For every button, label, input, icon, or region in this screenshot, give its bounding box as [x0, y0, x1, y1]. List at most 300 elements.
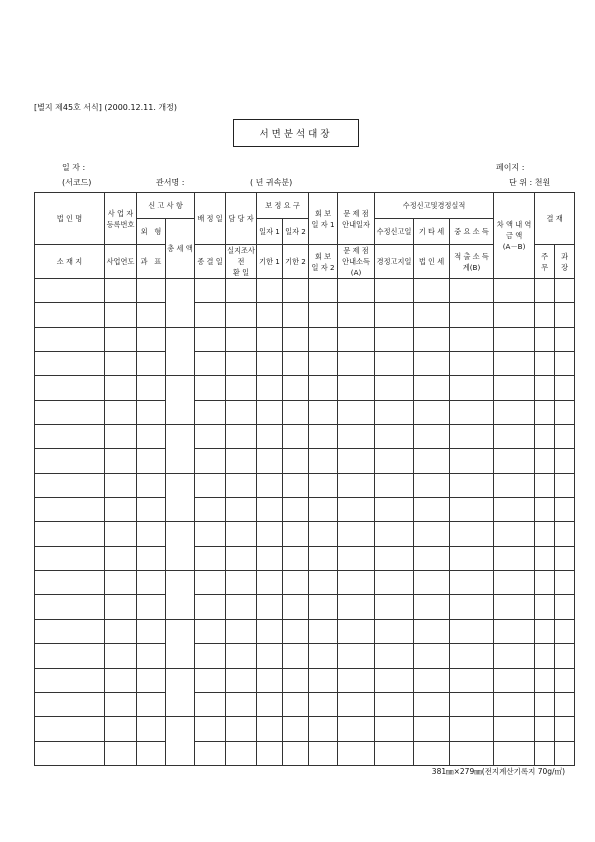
table-cell[interactable]: [309, 595, 338, 619]
table-cell[interactable]: [535, 327, 555, 351]
table-cell[interactable]: [309, 327, 338, 351]
table-cell[interactable]: [35, 571, 105, 595]
table-cell[interactable]: [494, 279, 535, 303]
table-cell[interactable]: [226, 741, 257, 765]
table-cell[interactable]: [309, 303, 338, 327]
table-cell[interactable]: [414, 327, 450, 351]
table-cell[interactable]: [338, 619, 375, 643]
table-cell[interactable]: [375, 522, 414, 546]
table-cell[interactable]: [105, 522, 137, 546]
table-cell[interactable]: [309, 425, 338, 449]
table-cell[interactable]: [35, 352, 105, 376]
table-cell[interactable]: [450, 400, 494, 424]
table-cell[interactable]: [414, 717, 450, 741]
table-cell[interactable]: [309, 692, 338, 716]
table-cell[interactable]: [226, 546, 257, 570]
table-cell[interactable]: [535, 571, 555, 595]
table-cell[interactable]: [283, 668, 309, 692]
table-cell[interactable]: [105, 619, 137, 643]
table-cell[interactable]: [257, 376, 283, 400]
table-cell[interactable]: [494, 668, 535, 692]
table-cell[interactable]: [338, 546, 375, 570]
table-cell[interactable]: [414, 400, 450, 424]
table-cell[interactable]: [195, 327, 226, 351]
table-cell[interactable]: [494, 473, 535, 497]
table-cell[interactable]: [257, 522, 283, 546]
table-cell[interactable]: [414, 425, 450, 449]
table-cell[interactable]: [283, 546, 309, 570]
table-cell[interactable]: [137, 279, 166, 303]
table-cell[interactable]: [338, 425, 375, 449]
table-cell[interactable]: [555, 717, 575, 741]
table-cell[interactable]: [166, 327, 195, 376]
table-cell[interactable]: [375, 279, 414, 303]
table-cell[interactable]: [195, 644, 226, 668]
table-cell[interactable]: [166, 279, 195, 328]
table-cell[interactable]: [375, 303, 414, 327]
table-cell[interactable]: [338, 717, 375, 741]
table-cell[interactable]: [555, 376, 575, 400]
table-cell[interactable]: [257, 473, 283, 497]
table-cell[interactable]: [226, 595, 257, 619]
table-cell[interactable]: [283, 449, 309, 473]
table-cell[interactable]: [226, 473, 257, 497]
table-cell[interactable]: [195, 741, 226, 765]
table-cell[interactable]: [375, 376, 414, 400]
table-cell[interactable]: [535, 352, 555, 376]
table-cell[interactable]: [555, 546, 575, 570]
table-cell[interactable]: [414, 352, 450, 376]
table-cell[interactable]: [450, 303, 494, 327]
table-cell[interactable]: [166, 473, 195, 522]
table-cell[interactable]: [535, 595, 555, 619]
table-cell[interactable]: [309, 668, 338, 692]
table-cell[interactable]: [375, 741, 414, 765]
table-cell[interactable]: [338, 692, 375, 716]
table-cell[interactable]: [283, 595, 309, 619]
table-cell[interactable]: [257, 619, 283, 643]
table-cell[interactable]: [283, 498, 309, 522]
table-cell[interactable]: [450, 376, 494, 400]
table-cell[interactable]: [494, 498, 535, 522]
table-cell[interactable]: [494, 327, 535, 351]
table-cell[interactable]: [535, 425, 555, 449]
table-cell[interactable]: [195, 279, 226, 303]
table-cell[interactable]: [338, 522, 375, 546]
table-cell[interactable]: [226, 571, 257, 595]
table-cell[interactable]: [414, 279, 450, 303]
table-cell[interactable]: [414, 692, 450, 716]
table-cell[interactable]: [257, 741, 283, 765]
table-cell[interactable]: [555, 522, 575, 546]
table-cell[interactable]: [555, 400, 575, 424]
table-cell[interactable]: [137, 498, 166, 522]
table-cell[interactable]: [105, 717, 137, 741]
table-cell[interactable]: [137, 692, 166, 716]
table-cell[interactable]: [137, 473, 166, 497]
table-cell[interactable]: [414, 668, 450, 692]
table-cell[interactable]: [105, 352, 137, 376]
table-cell[interactable]: [226, 668, 257, 692]
table-cell[interactable]: [226, 717, 257, 741]
table-cell[interactable]: [195, 717, 226, 741]
table-cell[interactable]: [195, 571, 226, 595]
table-cell[interactable]: [166, 717, 195, 766]
table-cell[interactable]: [555, 595, 575, 619]
table-cell[interactable]: [338, 279, 375, 303]
table-cell[interactable]: [35, 400, 105, 424]
table-cell[interactable]: [283, 692, 309, 716]
table-cell[interactable]: [375, 546, 414, 570]
table-cell[interactable]: [35, 473, 105, 497]
table-cell[interactable]: [195, 473, 226, 497]
table-cell[interactable]: [494, 546, 535, 570]
table-cell[interactable]: [494, 644, 535, 668]
table-cell[interactable]: [450, 425, 494, 449]
table-cell[interactable]: [105, 376, 137, 400]
table-cell[interactable]: [555, 692, 575, 716]
table-cell[interactable]: [555, 279, 575, 303]
table-cell[interactable]: [338, 668, 375, 692]
table-cell[interactable]: [494, 400, 535, 424]
table-cell[interactable]: [166, 425, 195, 474]
table-cell[interactable]: [338, 595, 375, 619]
table-cell[interactable]: [535, 644, 555, 668]
table-cell[interactable]: [450, 644, 494, 668]
table-cell[interactable]: [450, 352, 494, 376]
table-cell[interactable]: [450, 692, 494, 716]
table-cell[interactable]: [555, 498, 575, 522]
table-cell[interactable]: [137, 400, 166, 424]
table-cell[interactable]: [450, 522, 494, 546]
table-cell[interactable]: [450, 327, 494, 351]
table-cell[interactable]: [195, 376, 226, 400]
table-cell[interactable]: [375, 352, 414, 376]
table-cell[interactable]: [283, 522, 309, 546]
table-cell[interactable]: [195, 595, 226, 619]
table-cell[interactable]: [450, 741, 494, 765]
table-cell[interactable]: [137, 425, 166, 449]
table-cell[interactable]: [257, 595, 283, 619]
table-cell[interactable]: [375, 692, 414, 716]
table-cell[interactable]: [35, 449, 105, 473]
table-cell[interactable]: [338, 303, 375, 327]
table-cell[interactable]: [35, 717, 105, 741]
table-cell[interactable]: [257, 692, 283, 716]
table-cell[interactable]: [494, 692, 535, 716]
table-cell[interactable]: [494, 425, 535, 449]
table-cell[interactable]: [166, 376, 195, 425]
table-cell[interactable]: [338, 327, 375, 351]
table-cell[interactable]: [309, 644, 338, 668]
table-cell[interactable]: [450, 546, 494, 570]
table-cell[interactable]: [137, 522, 166, 546]
table-cell[interactable]: [105, 692, 137, 716]
table-cell[interactable]: [35, 546, 105, 570]
table-cell[interactable]: [137, 717, 166, 741]
table-cell[interactable]: [309, 619, 338, 643]
table-cell[interactable]: [137, 741, 166, 765]
table-cell[interactable]: [494, 376, 535, 400]
table-cell[interactable]: [35, 522, 105, 546]
table-cell[interactable]: [555, 741, 575, 765]
table-cell[interactable]: [309, 522, 338, 546]
table-cell[interactable]: [535, 449, 555, 473]
table-cell[interactable]: [535, 473, 555, 497]
table-cell[interactable]: [535, 400, 555, 424]
table-cell[interactable]: [35, 376, 105, 400]
table-cell[interactable]: [375, 571, 414, 595]
table-cell[interactable]: [195, 425, 226, 449]
table-cell[interactable]: [414, 619, 450, 643]
table-cell[interactable]: [283, 644, 309, 668]
table-cell[interactable]: [555, 327, 575, 351]
table-cell[interactable]: [535, 668, 555, 692]
table-cell[interactable]: [555, 668, 575, 692]
table-cell[interactable]: [105, 473, 137, 497]
table-cell[interactable]: [195, 303, 226, 327]
table-cell[interactable]: [375, 668, 414, 692]
table-cell[interactable]: [450, 498, 494, 522]
table-cell[interactable]: [309, 741, 338, 765]
table-cell[interactable]: [338, 571, 375, 595]
table-cell[interactable]: [535, 376, 555, 400]
table-cell[interactable]: [535, 279, 555, 303]
table-cell[interactable]: [309, 546, 338, 570]
table-cell[interactable]: [309, 279, 338, 303]
table-cell[interactable]: [338, 741, 375, 765]
table-cell[interactable]: [105, 741, 137, 765]
table-cell[interactable]: [338, 400, 375, 424]
table-cell[interactable]: [375, 425, 414, 449]
table-cell[interactable]: [257, 279, 283, 303]
table-cell[interactable]: [375, 498, 414, 522]
table-cell[interactable]: [450, 473, 494, 497]
table-cell[interactable]: [226, 352, 257, 376]
table-cell[interactable]: [283, 352, 309, 376]
table-cell[interactable]: [105, 571, 137, 595]
table-cell[interactable]: [105, 279, 137, 303]
table-cell[interactable]: [35, 425, 105, 449]
table-cell[interactable]: [414, 449, 450, 473]
table-cell[interactable]: [137, 546, 166, 570]
table-cell[interactable]: [555, 425, 575, 449]
table-cell[interactable]: [195, 400, 226, 424]
table-cell[interactable]: [375, 595, 414, 619]
table-cell[interactable]: [555, 619, 575, 643]
table-cell[interactable]: [414, 303, 450, 327]
table-cell[interactable]: [494, 352, 535, 376]
table-cell[interactable]: [283, 327, 309, 351]
table-cell[interactable]: [105, 546, 137, 570]
table-cell[interactable]: [414, 498, 450, 522]
table-cell[interactable]: [450, 595, 494, 619]
table-cell[interactable]: [226, 498, 257, 522]
table-cell[interactable]: [283, 717, 309, 741]
table-cell[interactable]: [494, 449, 535, 473]
table-cell[interactable]: [166, 619, 195, 668]
table-cell[interactable]: [105, 425, 137, 449]
table-cell[interactable]: [309, 400, 338, 424]
table-cell[interactable]: [555, 449, 575, 473]
table-cell[interactable]: [309, 498, 338, 522]
table-cell[interactable]: [375, 327, 414, 351]
table-cell[interactable]: [535, 717, 555, 741]
table-cell[interactable]: [283, 741, 309, 765]
table-cell[interactable]: [257, 668, 283, 692]
table-cell[interactable]: [35, 741, 105, 765]
table-cell[interactable]: [137, 668, 166, 692]
table-cell[interactable]: [137, 352, 166, 376]
table-cell[interactable]: [257, 644, 283, 668]
table-cell[interactable]: [105, 498, 137, 522]
table-cell[interactable]: [137, 619, 166, 643]
table-cell[interactable]: [226, 522, 257, 546]
table-cell[interactable]: [494, 717, 535, 741]
table-cell[interactable]: [414, 522, 450, 546]
table-cell[interactable]: [226, 425, 257, 449]
table-cell[interactable]: [166, 522, 195, 571]
table-cell[interactable]: [35, 595, 105, 619]
table-cell[interactable]: [535, 741, 555, 765]
table-cell[interactable]: [195, 692, 226, 716]
table-cell[interactable]: [257, 498, 283, 522]
table-cell[interactable]: [375, 449, 414, 473]
table-cell[interactable]: [535, 546, 555, 570]
table-cell[interactable]: [195, 522, 226, 546]
table-cell[interactable]: [309, 717, 338, 741]
table-cell[interactable]: [309, 376, 338, 400]
table-cell[interactable]: [555, 571, 575, 595]
table-cell[interactable]: [450, 619, 494, 643]
table-cell[interactable]: [226, 692, 257, 716]
table-cell[interactable]: [137, 327, 166, 351]
table-cell[interactable]: [338, 376, 375, 400]
table-cell[interactable]: [226, 376, 257, 400]
table-cell[interactable]: [257, 571, 283, 595]
table-cell[interactable]: [555, 473, 575, 497]
table-cell[interactable]: [105, 400, 137, 424]
table-cell[interactable]: [338, 473, 375, 497]
table-cell[interactable]: [338, 449, 375, 473]
table-cell[interactable]: [414, 376, 450, 400]
table-cell[interactable]: [257, 400, 283, 424]
table-cell[interactable]: [195, 668, 226, 692]
table-cell[interactable]: [257, 546, 283, 570]
table-cell[interactable]: [137, 644, 166, 668]
table-cell[interactable]: [309, 473, 338, 497]
table-cell[interactable]: [535, 522, 555, 546]
table-cell[interactable]: [375, 400, 414, 424]
table-cell[interactable]: [283, 619, 309, 643]
table-cell[interactable]: [375, 619, 414, 643]
table-cell[interactable]: [414, 595, 450, 619]
table-cell[interactable]: [309, 449, 338, 473]
table-cell[interactable]: [535, 303, 555, 327]
table-cell[interactable]: [283, 425, 309, 449]
table-cell[interactable]: [494, 595, 535, 619]
table-cell[interactable]: [195, 619, 226, 643]
table-cell[interactable]: [35, 668, 105, 692]
table-cell[interactable]: [283, 279, 309, 303]
table-cell[interactable]: [535, 619, 555, 643]
table-cell[interactable]: [555, 352, 575, 376]
table-cell[interactable]: [195, 498, 226, 522]
table-cell[interactable]: [35, 303, 105, 327]
table-cell[interactable]: [309, 352, 338, 376]
table-cell[interactable]: [195, 449, 226, 473]
table-cell[interactable]: [137, 571, 166, 595]
table-cell[interactable]: [494, 741, 535, 765]
table-cell[interactable]: [257, 303, 283, 327]
table-cell[interactable]: [338, 644, 375, 668]
table-cell[interactable]: [450, 571, 494, 595]
table-cell[interactable]: [257, 449, 283, 473]
table-cell[interactable]: [35, 692, 105, 716]
table-cell[interactable]: [35, 619, 105, 643]
table-cell[interactable]: [450, 279, 494, 303]
table-cell[interactable]: [555, 644, 575, 668]
table-cell[interactable]: [105, 644, 137, 668]
table-cell[interactable]: [535, 498, 555, 522]
table-cell[interactable]: [338, 498, 375, 522]
table-cell[interactable]: [35, 279, 105, 303]
table-cell[interactable]: [257, 327, 283, 351]
table-cell[interactable]: [555, 303, 575, 327]
table-cell[interactable]: [283, 473, 309, 497]
table-cell[interactable]: [226, 327, 257, 351]
table-cell[interactable]: [283, 571, 309, 595]
table-cell[interactable]: [137, 595, 166, 619]
table-cell[interactable]: [414, 741, 450, 765]
table-cell[interactable]: [414, 546, 450, 570]
table-cell[interactable]: [283, 400, 309, 424]
table-cell[interactable]: [375, 717, 414, 741]
table-cell[interactable]: [105, 303, 137, 327]
table-cell[interactable]: [35, 644, 105, 668]
table-cell[interactable]: [414, 473, 450, 497]
table-cell[interactable]: [226, 449, 257, 473]
table-cell[interactable]: [375, 473, 414, 497]
table-cell[interactable]: [375, 644, 414, 668]
table-cell[interactable]: [257, 352, 283, 376]
table-cell[interactable]: [494, 619, 535, 643]
table-cell[interactable]: [257, 717, 283, 741]
table-cell[interactable]: [450, 449, 494, 473]
table-cell[interactable]: [494, 522, 535, 546]
table-cell[interactable]: [494, 303, 535, 327]
table-cell[interactable]: [226, 619, 257, 643]
table-cell[interactable]: [283, 376, 309, 400]
table-cell[interactable]: [226, 644, 257, 668]
table-cell[interactable]: [450, 717, 494, 741]
table-cell[interactable]: [195, 546, 226, 570]
table-cell[interactable]: [414, 644, 450, 668]
table-cell[interactable]: [226, 303, 257, 327]
table-cell[interactable]: [414, 571, 450, 595]
table-cell[interactable]: [338, 352, 375, 376]
table-cell[interactable]: [105, 449, 137, 473]
table-cell[interactable]: [166, 668, 195, 717]
table-cell[interactable]: [105, 595, 137, 619]
table-cell[interactable]: [195, 352, 226, 376]
table-cell[interactable]: [450, 668, 494, 692]
table-cell[interactable]: [535, 692, 555, 716]
table-cell[interactable]: [283, 303, 309, 327]
table-cell[interactable]: [105, 668, 137, 692]
table-cell[interactable]: [137, 376, 166, 400]
table-cell[interactable]: [494, 571, 535, 595]
